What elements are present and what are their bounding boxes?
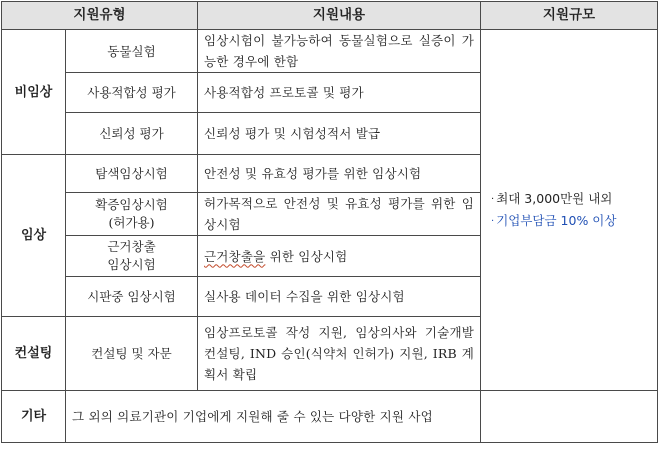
header-row: [2, 2, 658, 30]
spellcheck-underlined-text: 근거창출을: [204, 248, 266, 264]
support-content-cell: 임상프로토콜 작성 지원, 임상의사와 기술개발 컨설팅, IND 승인(식약처 인허가) 지원, IRB 계획서 확립: [198, 317, 481, 391]
category-clinical: 임상: [2, 155, 66, 317]
table-row: [2, 391, 658, 443]
support-type-cell: 탐색임상시험: [66, 155, 198, 193]
other-content-cell: 그 외의 의료기관이 기업에게 지원해 줄 수 있는 다양한 지원 사업: [66, 391, 481, 443]
table-row: [2, 30, 658, 73]
support-type-cell: 컨설팅 및 자문: [66, 317, 198, 391]
category-consulting: 컨설팅: [2, 317, 66, 391]
other-scale-cell: [481, 391, 658, 443]
support-type-cell: 근거창출 임상시험: [66, 236, 198, 277]
scale-line-2: · 기업부담금 10% 이상: [491, 213, 617, 228]
support-content-cell: 허가목적으로 안전성 및 유효성 평가를 위한 임상시험: [198, 193, 481, 236]
header-support-scale: 지원규모: [481, 2, 658, 30]
support-content-cell: 신뢰성 평가 및 시험성적서 발급: [198, 113, 481, 155]
category-preclinical: 비임상: [2, 30, 66, 155]
header-support-content: 지원내용: [198, 2, 481, 30]
support-type-cell: 시판중 임상시험: [66, 277, 198, 317]
support-content-cell: 사용적합성 프로토콜 및 평가: [198, 73, 481, 113]
support-content-cell: 안전성 및 유효성 평가를 위한 임상시험: [198, 155, 481, 193]
scale-line-1: · 최대 3,000만원 내외: [491, 191, 613, 206]
support-scale-cell: [481, 30, 658, 391]
category-other: 기타: [2, 391, 66, 443]
support-table: [1, 1, 658, 443]
support-content-cell: 임상시험이 불가능하여 동물실험으로 실증이 가능한 경우에 한함: [198, 30, 481, 73]
support-type-cell: 사용적합성 평가: [66, 73, 198, 113]
support-content-cell: 근거창출을 위한 임상시험: [198, 236, 481, 277]
support-type-cell: 동물실험: [66, 30, 198, 73]
header-support-type: 지원유형: [2, 2, 198, 30]
support-content-cell: 실사용 데이터 수집을 위한 임상시험: [198, 277, 481, 317]
support-type-cell: 확증임상시험 (허가용): [66, 193, 198, 236]
support-type-cell: 신뢰성 평가: [66, 113, 198, 155]
